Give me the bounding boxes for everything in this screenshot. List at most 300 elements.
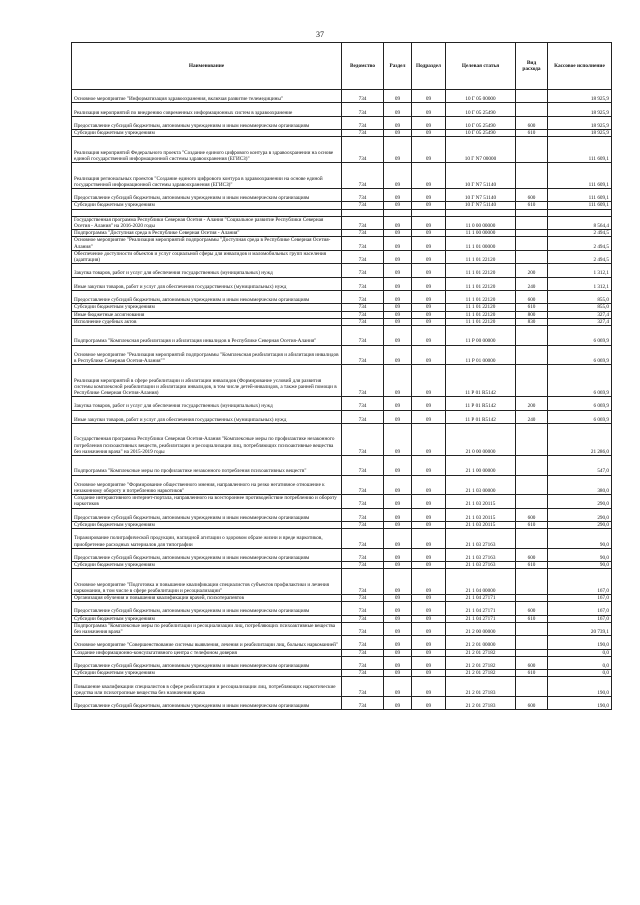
cell-target-article: 11 1 01 22120 [446,290,516,303]
cell-cash-execution: 18 925,9 [548,130,612,137]
cell-expense-type: 830 [516,318,548,325]
table-row [72,237,612,250]
cell-cash-execution: 290,0 [548,521,612,528]
cell-section: 09 [384,569,412,595]
cell-expense-type [516,529,548,549]
cell-name: Субсидии бюджетным учреждениям [72,562,342,569]
table-row [72,521,612,528]
cell-target-article: 21 1 00 00000 [446,455,516,475]
cell-subsection: 09 [412,230,446,237]
cell-expense-type [516,423,548,455]
cell-target-article: 10 Г N7 51140 [446,202,516,209]
cell-section: 09 [384,202,412,209]
cell-cash-execution: 90,0 [548,529,612,549]
cell-expense-type: 600 [516,548,548,561]
table-row [72,318,612,325]
cell-section: 09 [384,410,412,423]
cell-cash-execution: 20 739,1 [548,622,612,635]
cell-name: Предоставление субсидий бюджетным, автономным учреждениям и иным некоммерческим организациям [72,508,342,521]
cell-department: 734 [342,495,384,508]
cell-cash-execution [548,209,612,216]
cell-name: Подпрограмма "Комплексные меры по реабилитации и ресоциализации лиц, потребляющих психоактивные вещества без назначения врача" [72,622,342,635]
cell-target-article: 21 1 04 00000 [446,569,516,595]
cell-expense-type [516,365,548,397]
cell-target-article: 21 2 01 00000 [446,636,516,649]
table-row [72,103,612,116]
cell-cash-execution: 327,4 [548,311,612,318]
cell-name: Закупка товаров, работ и услуг для обеспечения государственных (муниципальных) нужд [72,397,342,410]
cell-subsection: 09 [412,202,446,209]
table-row [72,548,612,561]
cell-cash-execution: 8 564,4 [548,216,612,229]
cell-department: 734 [342,423,384,455]
cell-subsection: 09 [412,137,446,163]
cell-section: 09 [384,595,412,602]
header-subsection: Подраздел [412,43,446,90]
table-row [72,508,612,521]
cell-name: Субсидии бюджетным учреждениям [72,615,342,622]
cell-subsection: 09 [412,163,446,189]
cell-cash-execution: 2 494,5 [548,237,612,250]
cell-target-article: 10 Г 05 25490 [446,130,516,137]
cell-cash-execution: 290,0 [548,508,612,521]
cell-name: Предоставление субсидий бюджетным, автономным учреждениям и иным некоммерческим организациям [72,602,342,615]
cell-department: 734 [342,277,384,290]
cell-section: 09 [384,615,412,622]
cell-name: Иные закупки товаров, работ и услуг для обеспечения государственных (муниципальных) нужд [72,410,342,423]
cell-department: 734 [342,365,384,397]
cell-section: 09 [384,562,412,569]
cell-expense-type: 600 [516,188,548,201]
cell-expense-type: 600 [516,656,548,669]
cell-target-article: 11 1 00 00000 [446,230,516,237]
table-row [72,475,612,495]
cell-subsection: 09 [412,622,446,635]
cell-target-article: 11 1 01 22120 [446,318,516,325]
cell-subsection: 09 [412,562,446,569]
cell-name: Субсидии бюджетным учреждениям [72,304,342,311]
cell-expense-type [516,230,548,237]
cell-section: 09 [384,237,412,250]
cell-cash-execution: 190,0 [548,636,612,649]
cell-section: 09 [384,216,412,229]
cell-cash-execution: 111 609,1 [548,188,612,201]
cell-subsection: 09 [412,569,446,595]
cell-target-article: 21 2 01 27182 [446,656,516,669]
cell-department: 734 [342,636,384,649]
cell-section: 09 [384,103,412,116]
cell-name: Государственная программа Республики Северная Осетия - Алания "Социальное развитие Республики Северная Осетия - Алания" на 2016-2020 годы [72,216,342,229]
cell-department: 734 [342,304,384,311]
cell-subsection: 09 [412,670,446,677]
cell-name: Реализация мероприятий в сфере реабилитации и абилитации инвалидов (Формирование условий для развития системы комплексной реабилитации и абилитации инвалидов, в том числе детей-инвалидов, а также ранней помощи в Республике Северная Осетия-Алания) [72,365,342,397]
cell-department: 734 [342,290,384,303]
cell-section: 09 [384,130,412,137]
table-row [72,697,612,710]
cell-cash-execution: 90,0 [548,548,612,561]
cell-name: Создание информационно-консультативного центра с телефоном доверия [72,649,342,656]
cell-cash-execution: 190,0 [548,697,612,710]
cell-section: 09 [384,636,412,649]
cell-name [72,209,342,216]
table-row [72,209,612,216]
cell-section: 09 [384,677,412,697]
table-row [72,562,612,569]
cell-section: 09 [384,602,412,615]
cell-name: Субсидии бюджетным учреждениям [72,521,342,528]
cell-expense-type [516,325,548,345]
cell-subsection: 09 [412,304,446,311]
cell-expense-type [516,649,548,656]
cell-department: 734 [342,670,384,677]
cell-section: 09 [384,495,412,508]
cell-expense-type: 600 [516,508,548,521]
cell-target-article: 10 Г 05 25490 [446,103,516,116]
cell-department: 734 [342,103,384,116]
cell-section: 09 [384,163,412,189]
cell-section: 09 [384,455,412,475]
cell-section: 09 [384,277,412,290]
cell-section: 09 [384,290,412,303]
cell-department: 734 [342,508,384,521]
cell-section: 09 [384,311,412,318]
cell-cash-execution: 111 609,1 [548,137,612,163]
cell-subsection: 09 [412,365,446,397]
cell-target-article: 21 1 03 27163 [446,529,516,549]
cell-subsection: 09 [412,636,446,649]
cell-name: Основное мероприятие "Реализация мероприятий подпрограммы "Комплексная реабилитация и абилитация инвалидов в Республике Северная Осетия-Алания"" [72,345,342,365]
cell-expense-type: 600 [516,602,548,615]
cell-department: 734 [342,548,384,561]
cell-target-article: 21 2 01 27183 [446,697,516,710]
cell-cash-execution: 21 286,0 [548,423,612,455]
cell-expense-type [516,455,548,475]
table-row [72,90,612,103]
cell-subsection: 09 [412,311,446,318]
cell-section: 09 [384,508,412,521]
cell-target-article: 21 2 01 27183 [446,677,516,697]
cell-name: Основное мероприятие "Совершенствование системы выявления, лечения и реабилитации лиц, больных наркоманией" [72,636,342,649]
cell-section: 09 [384,365,412,397]
cell-subsection: 09 [412,397,446,410]
table-row [72,311,612,318]
cell-department: 734 [342,325,384,345]
table-row [72,163,612,189]
cell-expense-type [516,216,548,229]
cell-target-article: 21 1 04 27171 [446,595,516,602]
cell-cash-execution: 6 069,9 [548,345,612,365]
cell-name: Реализация мероприятий по внедрению современных информационных систем в здравоохранение [72,103,342,116]
cell-target-article: 21 1 03 27163 [446,562,516,569]
cell-department: 734 [342,562,384,569]
cell-expense-type: 610 [516,521,548,528]
cell-department: 734 [342,615,384,622]
table-row [72,250,612,263]
cell-expense-type: 600 [516,116,548,129]
cell-target-article: 10 Г N7 51140 [446,163,516,189]
cell-expense-type [516,475,548,495]
cell-section: 09 [384,304,412,311]
cell-expense-type [516,345,548,365]
cell-name: Предоставление субсидий бюджетным, автономным учреждениям и иным некоммерческим организациям [72,116,342,129]
cell-name: Иные закупки товаров, работ и услуг для обеспечения государственных (муниципальных) нужд [72,277,342,290]
cell-section: 09 [384,649,412,656]
table-row [72,410,612,423]
cell-subsection: 09 [412,290,446,303]
cell-section: 09 [384,529,412,549]
cell-name: Иные бюджетные ассигнования [72,311,342,318]
table-body [72,90,612,710]
cell-subsection: 09 [412,116,446,129]
cell-section: 09 [384,345,412,365]
cell-expense-type [516,209,548,216]
table-row [72,290,612,303]
cell-cash-execution: 6 069,9 [548,410,612,423]
table-row [72,130,612,137]
cell-target-article: 21 1 03 27163 [446,548,516,561]
cell-section: 09 [384,656,412,669]
table-row [72,397,612,410]
table-row [72,188,612,201]
cell-expense-type: 200 [516,264,548,277]
table-row [72,602,612,615]
cell-department: 734 [342,250,384,263]
cell-expense-type: 610 [516,304,548,311]
cell-expense-type [516,103,548,116]
cell-department: 734 [342,622,384,635]
cell-section: 09 [384,697,412,710]
cell-cash-execution: 0,0 [548,649,612,656]
table-row [72,677,612,697]
cell-cash-execution: 6 069,9 [548,365,612,397]
table-row [72,230,612,237]
cell-subsection: 09 [412,508,446,521]
cell-cash-execution: 290,0 [548,495,612,508]
cell-department: 734 [342,521,384,528]
cell-expense-type: 610 [516,562,548,569]
cell-name: Основное мероприятие "Подготовка и повышение квалификации специалистов субъектов профилактики и лечения наркомании, в том числе в сфере реабилитации и ресоциализации" [72,569,342,595]
cell-section [384,209,412,216]
cell-target-article: 11 Р 01 R5142 [446,365,516,397]
table-row [72,622,612,635]
cell-target-article: 21 1 03 20115 [446,508,516,521]
cell-name: Исполнение судебных актов [72,318,342,325]
cell-name: Государственная программа Республики Северная Осетия-Алания "Комплексные меры по профилактике незаконного потребления психоактивных веществ, реабилитации и ресоциализации лиц, потребляющих психоактивные вещества без назначения врача" на 2015-2019 годы [72,423,342,455]
cell-department: 734 [342,410,384,423]
cell-target-article: 10 Г N7 00000 [446,137,516,163]
cell-expense-type [516,90,548,103]
cell-expense-type: 610 [516,130,548,137]
cell-subsection: 09 [412,521,446,528]
cell-name: Подпрограмма "Комплексная реабилитация и абилитация инвалидов в Республике Северная Осетия-Алания" [72,325,342,345]
cell-name: Основное мероприятие "Информатизация здравоохранения, включая развитие телемедицины" [72,90,342,103]
cell-department: 734 [342,202,384,209]
cell-subsection: 09 [412,216,446,229]
cell-expense-type [516,237,548,250]
cell-subsection: 09 [412,188,446,201]
cell-expense-type [516,595,548,602]
table-row [72,656,612,669]
table-row [72,670,612,677]
cell-section: 09 [384,325,412,345]
cell-subsection: 09 [412,615,446,622]
cell-section: 09 [384,188,412,201]
cell-expense-type: 600 [516,290,548,303]
cell-section: 09 [384,264,412,277]
cell-section: 09 [384,137,412,163]
cell-subsection: 09 [412,656,446,669]
cell-section: 09 [384,670,412,677]
cell-name: Субсидии бюджетным учреждениям [72,202,342,209]
cell-target-article: 21 2 00 00000 [446,622,516,635]
cell-cash-execution: 1 312,1 [548,277,612,290]
cell-cash-execution: 855,0 [548,290,612,303]
cell-target-article: 11 1 01 22120 [446,304,516,311]
cell-subsection: 09 [412,595,446,602]
cell-name: Обеспечение доступности объектов и услуг социальной сферы для инвалидов и маломобильных групп населения (адаптация) [72,250,342,263]
table-row [72,649,612,656]
table-row [72,595,612,602]
cell-subsection: 09 [412,130,446,137]
cell-section: 09 [384,318,412,325]
budget-execution-table [71,42,612,710]
cell-subsection: 09 [412,264,446,277]
cell-name: Предоставление субсидий бюджетным, автономным учреждениям и иным некоммерческим организациям [72,188,342,201]
cell-subsection: 09 [412,325,446,345]
cell-subsection: 09 [412,677,446,697]
cell-name: Закупка товаров, работ и услуг для обеспечения государственных (муниципальных) нужд [72,264,342,277]
cell-department: 734 [342,237,384,250]
cell-cash-execution: 2 494,5 [548,230,612,237]
cell-name: Субсидии бюджетным учреждениям [72,130,342,137]
cell-target-article: 11 1 01 22120 [446,264,516,277]
cell-department: 734 [342,602,384,615]
cell-department: 734 [342,130,384,137]
cell-department: 734 [342,264,384,277]
cell-section: 09 [384,397,412,410]
cell-department [342,209,384,216]
table-row [72,495,612,508]
cell-name: Повышение квалификации специалистов в сфере реабилитации и ресоциализации лиц, потребляющих наркотические средства или психотропные вещества без назначения врача [72,677,342,697]
cell-target-article: 21 2 01 27182 [446,670,516,677]
cell-subsection: 09 [412,277,446,290]
table-row [72,216,612,229]
cell-name: Предоставление субсидий бюджетным, автономным учреждениям и иным некоммерческим организациям [72,290,342,303]
cell-section: 09 [384,521,412,528]
cell-department: 734 [342,345,384,365]
cell-section: 09 [384,622,412,635]
cell-expense-type [516,569,548,595]
cell-expense-type [516,137,548,163]
cell-cash-execution: 0,0 [548,656,612,669]
cell-target-article: 11 0 00 00000 [446,216,516,229]
cell-section: 09 [384,548,412,561]
cell-name: Основное мероприятие "Реализация мероприятий подпрограммы "Доступная среда в Республике Северная Осетия-Алания" [72,237,342,250]
cell-expense-type [516,495,548,508]
cell-name: Предоставление субсидий бюджетным, автономным учреждениям и иным некоммерческим организациям [72,548,342,561]
table-row [72,615,612,622]
cell-expense-type: 240 [516,277,548,290]
cell-subsection: 09 [412,649,446,656]
cell-subsection: 09 [412,475,446,495]
table-row [72,137,612,163]
cell-name: Предоставление субсидий бюджетным, автономным учреждениям и иным некоммерческим организациям [72,697,342,710]
table-row [72,304,612,311]
cell-section: 09 [384,423,412,455]
cell-cash-execution: 190,0 [548,677,612,697]
table-row [72,202,612,209]
table-row [72,529,612,549]
page-number: 37 [316,30,324,39]
cell-department: 734 [342,595,384,602]
cell-subsection: 09 [412,318,446,325]
cell-department: 734 [342,697,384,710]
cell-name: Организация обучения и повышения квалификации врачей, психотерапевтов [72,595,342,602]
cell-cash-execution: 6 069,9 [548,325,612,345]
cell-expense-type: 610 [516,615,548,622]
cell-name: Основное мероприятие "Формирование общественного мнения, направленного на резко негативное отношение к незаконному обороту и потреблению наркотиков" [72,475,342,495]
cell-section: 09 [384,116,412,129]
cell-cash-execution: 380,0 [548,475,612,495]
cell-subsection: 09 [412,697,446,710]
cell-department: 734 [342,318,384,325]
cell-subsection: 09 [412,345,446,365]
cell-cash-execution: 167,0 [548,615,612,622]
cell-department: 734 [342,116,384,129]
cell-target-article: 21 2 01 27182 [446,649,516,656]
table-row [72,264,612,277]
cell-subsection: 09 [412,455,446,475]
table-row [72,569,612,595]
cell-subsection: 09 [412,548,446,561]
cell-target-article [446,209,516,216]
cell-department: 734 [342,216,384,229]
cell-department: 734 [342,230,384,237]
cell-target-article: 11 Р 01 R5142 [446,397,516,410]
cell-target-article: 11 Р 00 00000 [446,325,516,345]
cell-expense-type [516,163,548,189]
cell-subsection: 09 [412,529,446,549]
cell-department: 734 [342,569,384,595]
cell-expense-type: 610 [516,202,548,209]
cell-department: 734 [342,163,384,189]
header-target-article: Целевая статья [446,43,516,90]
cell-department: 734 [342,455,384,475]
cell-subsection: 09 [412,237,446,250]
cell-name: Создание интерактивного интернет-портала, направленного на всестороннее противодействие потреблению и обороту наркотиков [72,495,342,508]
cell-cash-execution: 90,0 [548,562,612,569]
cell-department: 734 [342,677,384,697]
cell-section: 09 [384,230,412,237]
cell-target-article: 21 1 03 20115 [446,521,516,528]
cell-cash-execution: 167,0 [548,569,612,595]
cell-subsection: 09 [412,495,446,508]
cell-name: Субсидии бюджетным учреждениям [72,670,342,677]
cell-target-article: 11 Р 01 00000 [446,345,516,365]
cell-cash-execution: 0,0 [548,670,612,677]
cell-target-article: 10 Г 05 25490 [446,116,516,129]
cell-cash-execution: 2 494,5 [548,250,612,263]
cell-department: 734 [342,397,384,410]
cell-name: Тиражирование полиграфической продукции, наглядной агитации о здоровом образе жизни и вреде наркотиков, приобретение расходных материалов для типографии [72,529,342,549]
cell-target-article: 11 1 01 22120 [446,250,516,263]
cell-cash-execution: 855,0 [548,304,612,311]
table-row [72,345,612,365]
cell-cash-execution: 6 069,9 [548,397,612,410]
cell-target-article: 11 Р 01 R5142 [446,410,516,423]
cell-target-article: 10 Г N7 51140 [446,188,516,201]
cell-expense-type [516,677,548,697]
